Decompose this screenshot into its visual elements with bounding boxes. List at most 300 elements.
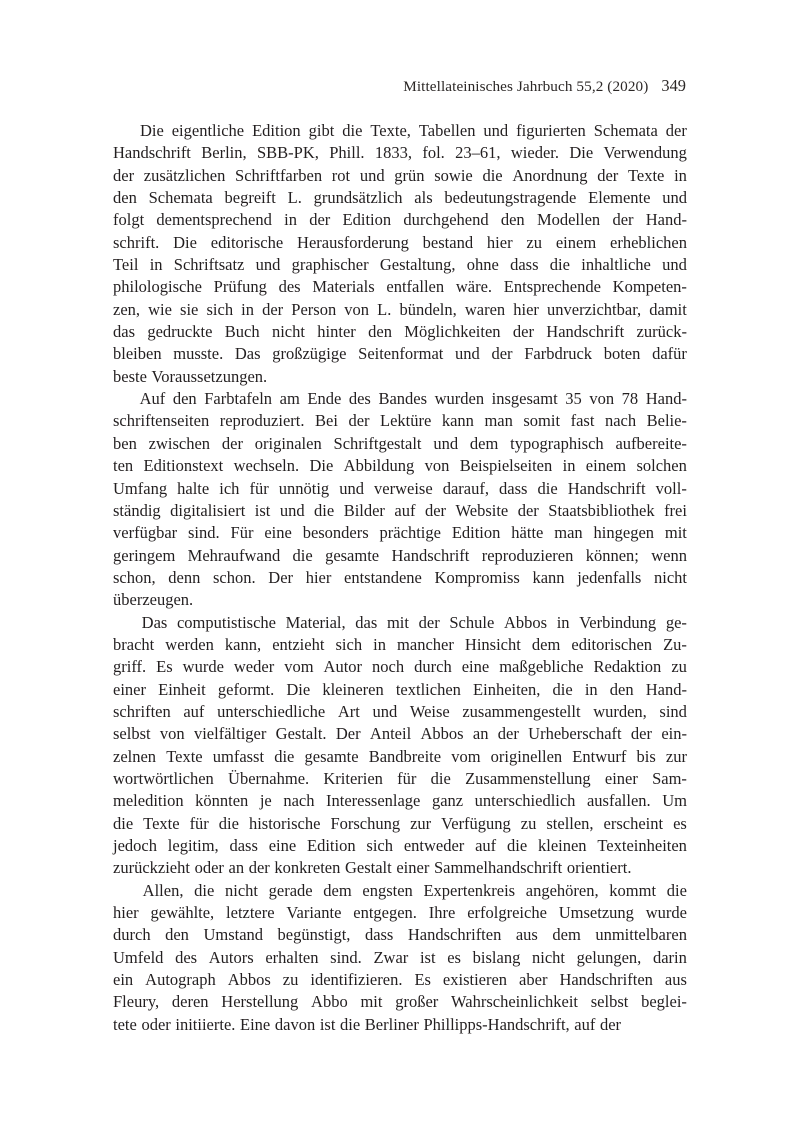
word: die xyxy=(274,746,295,766)
word: folgt xyxy=(113,210,145,230)
word: Schriftgestalt xyxy=(333,433,422,453)
word: hinter xyxy=(317,322,356,342)
word: kann xyxy=(532,567,565,587)
word: digitalisiert xyxy=(170,500,246,520)
word: in xyxy=(241,299,255,319)
word: Seitenformat xyxy=(358,344,444,364)
word: Variante xyxy=(286,903,342,923)
word: und xyxy=(483,121,509,140)
word: bestand xyxy=(422,232,474,252)
word: darin xyxy=(652,947,687,967)
word: grundsätzlich xyxy=(313,188,403,208)
word: der xyxy=(221,433,243,453)
word: des xyxy=(348,389,371,409)
text-line xyxy=(113,991,687,1013)
word: unmittelbaren xyxy=(595,925,687,945)
word: die xyxy=(218,813,239,833)
word: und xyxy=(662,188,687,208)
word: die xyxy=(340,1014,361,1034)
word: Material, xyxy=(285,612,346,632)
text-line xyxy=(113,545,687,567)
word: sich xyxy=(366,836,394,855)
text-line xyxy=(113,612,687,634)
text-line xyxy=(113,120,687,142)
word: konkreten xyxy=(274,858,341,878)
word: Sam- xyxy=(652,768,687,788)
word: textlichen xyxy=(395,679,461,699)
word: Das xyxy=(234,344,261,364)
text-line xyxy=(113,813,687,835)
word: ich xyxy=(219,478,240,498)
word: Herausforderung xyxy=(297,232,409,252)
word: Autograph xyxy=(145,970,216,990)
word: Umfang xyxy=(113,478,168,498)
text-line xyxy=(113,924,687,946)
word: bislang xyxy=(472,947,521,967)
word: hier xyxy=(513,299,539,319)
word: nicht xyxy=(224,880,258,900)
text-line xyxy=(113,902,687,924)
word: eine xyxy=(461,657,490,677)
word: in xyxy=(556,612,570,632)
word: Gestaltung, xyxy=(379,255,456,275)
word: Handschriften xyxy=(407,925,502,945)
word: boten xyxy=(603,344,641,364)
word: insgesamt xyxy=(491,389,558,409)
word: sind xyxy=(659,701,687,721)
paragraph xyxy=(113,612,687,880)
word: und xyxy=(372,701,398,721)
word: Texte xyxy=(143,813,180,833)
word: Tabellen xyxy=(418,121,476,140)
word: 35 xyxy=(565,389,582,409)
word: reproduzieren xyxy=(481,545,574,565)
word: Die xyxy=(309,456,334,476)
word: dass xyxy=(364,925,394,945)
word: geringem xyxy=(113,545,176,565)
word: zwischen xyxy=(148,433,211,453)
word: des xyxy=(278,277,301,297)
word: Entsprechende xyxy=(503,277,601,297)
word: Gestalt xyxy=(344,858,392,878)
word: Ihre xyxy=(428,903,456,923)
word: und xyxy=(255,255,281,275)
word: Schemata xyxy=(593,121,658,140)
word: wechseln. xyxy=(233,456,300,476)
text-line xyxy=(113,343,687,365)
word: Die xyxy=(569,143,594,163)
word: Interessenlage xyxy=(326,791,421,811)
word: Farbtafeln xyxy=(204,389,273,409)
word: der xyxy=(512,322,534,342)
word: zusätzlichen xyxy=(143,165,226,185)
word: Buch xyxy=(224,322,260,342)
word: Lektüre xyxy=(380,411,432,431)
word: inhaltliche xyxy=(581,255,651,275)
text-line xyxy=(113,254,687,276)
word: L. xyxy=(377,299,392,319)
word: den xyxy=(165,925,189,945)
word: in xyxy=(373,634,386,654)
word: entstandene xyxy=(344,567,422,587)
word: ohne xyxy=(466,255,499,275)
word: Autors xyxy=(208,947,254,967)
word: dafür xyxy=(652,344,687,364)
word: und xyxy=(339,478,364,498)
word: prächtige xyxy=(379,523,441,543)
text-line xyxy=(113,835,687,857)
word: bis xyxy=(636,746,656,766)
word: Hand- xyxy=(645,389,687,409)
word: selbst xyxy=(113,724,151,744)
word: besonders xyxy=(302,523,369,543)
word: Autor xyxy=(323,657,363,677)
word: Hand- xyxy=(645,679,687,699)
word: identifizieren. xyxy=(310,970,403,990)
word: von xyxy=(344,299,370,319)
word: Abbos xyxy=(227,970,271,990)
word: Prüfung xyxy=(213,277,267,297)
word: schriften xyxy=(113,701,171,721)
word: den xyxy=(113,188,137,208)
word: zelnen xyxy=(113,746,157,766)
word: davon xyxy=(274,1014,316,1034)
word: begünstigt, xyxy=(277,925,351,945)
word: frei xyxy=(664,500,687,520)
word: wenn xyxy=(651,545,687,565)
word: der xyxy=(248,858,270,878)
word: entgegen. xyxy=(353,903,417,923)
word: Texteinheiten xyxy=(597,836,687,855)
word: können; xyxy=(585,545,639,565)
word: ten xyxy=(113,456,134,476)
text-line xyxy=(113,366,687,388)
word: einer xyxy=(113,679,146,699)
word: wurden, xyxy=(593,701,647,721)
word: Schriftfarben xyxy=(235,165,323,185)
word: Eine xyxy=(240,1014,271,1034)
word: die xyxy=(549,255,570,275)
word: aber xyxy=(519,970,548,990)
word: Edition xyxy=(307,836,356,855)
word: Edition xyxy=(451,523,501,543)
word: existieren xyxy=(442,970,508,990)
word: in xyxy=(562,456,576,476)
word: erhalten xyxy=(265,947,319,967)
word: entzieht xyxy=(272,634,325,654)
word: Elemente xyxy=(588,188,651,208)
word: mit xyxy=(664,523,687,543)
word: oder xyxy=(141,1014,171,1034)
word: Voraussetzungen. xyxy=(151,366,268,386)
word: man xyxy=(554,523,583,543)
text-line xyxy=(113,455,687,477)
word: sind. xyxy=(188,523,220,543)
word: Anteil xyxy=(369,724,412,744)
word: 1833, xyxy=(374,143,412,163)
word: mancher xyxy=(397,634,454,654)
word: ausfallen. xyxy=(586,791,651,811)
word: die xyxy=(342,121,363,140)
word: jedenfalls xyxy=(577,567,642,587)
text-line xyxy=(113,478,687,500)
word: mit xyxy=(360,992,383,1012)
word: Die xyxy=(173,232,197,252)
word: zu xyxy=(520,813,537,833)
word: somit xyxy=(523,411,561,431)
text-line xyxy=(113,768,687,790)
word: ganz xyxy=(431,791,464,811)
word: in xyxy=(674,165,687,185)
text-line xyxy=(113,433,687,455)
word: der xyxy=(348,411,370,431)
word: Texte xyxy=(627,165,665,185)
word: zusammengestellt xyxy=(462,701,581,721)
word: es xyxy=(673,813,687,833)
word: der xyxy=(113,165,135,185)
word: figurierten xyxy=(516,121,586,140)
word: hier xyxy=(305,567,332,587)
word: gedruckte xyxy=(147,322,213,342)
word: nach xyxy=(283,791,315,811)
word: Art xyxy=(337,701,360,721)
paragraph xyxy=(113,120,687,388)
word: Weise xyxy=(409,701,450,721)
word: durchgehend xyxy=(403,210,489,230)
word: unterschiedliche xyxy=(217,701,326,721)
word: Staatsbibliothek xyxy=(548,500,655,520)
word: schrift. xyxy=(113,232,160,252)
word: kommt xyxy=(609,880,657,900)
word: Edition xyxy=(252,121,301,140)
word: der xyxy=(491,344,513,364)
word: wäre. xyxy=(455,277,493,297)
word: Zu- xyxy=(663,634,687,654)
word: und xyxy=(433,433,459,453)
word: einer xyxy=(396,858,430,878)
word: Bandes xyxy=(378,389,428,409)
paragraph xyxy=(113,388,687,611)
word: für xyxy=(189,813,209,833)
word: Sammelhandschrift xyxy=(433,858,563,878)
word: halte xyxy=(177,478,210,498)
word: L. xyxy=(287,188,302,208)
word: Texte, xyxy=(370,121,411,140)
paragraph xyxy=(113,880,687,1036)
word: der xyxy=(612,210,634,230)
word: editorische xyxy=(210,232,284,252)
word: wieder. xyxy=(510,143,559,163)
word: Zusammenstellung xyxy=(465,768,591,788)
text-line xyxy=(113,679,687,701)
word: Kompromiss xyxy=(434,567,520,587)
word: die xyxy=(194,880,215,900)
word: initiierte. xyxy=(175,1014,236,1034)
word: originellen xyxy=(490,746,563,766)
word: großzügige xyxy=(272,344,347,364)
word: geformt. xyxy=(217,679,275,699)
word: Handschrift xyxy=(546,322,625,342)
word: am xyxy=(279,389,300,409)
word: einem xyxy=(555,232,597,252)
text-line xyxy=(113,299,687,321)
word: Beispielseiten xyxy=(459,456,553,476)
word: den xyxy=(368,322,392,342)
word: dementsprechend xyxy=(156,210,272,230)
word: Fleury, xyxy=(113,992,160,1012)
word: und xyxy=(455,344,480,364)
word: werden xyxy=(165,634,214,654)
word: kann xyxy=(441,411,474,431)
word: die xyxy=(292,545,313,565)
word: deren xyxy=(171,992,209,1012)
word: dem xyxy=(469,433,499,453)
running-header xyxy=(113,76,686,97)
word: letztere xyxy=(226,903,275,923)
text-line xyxy=(113,276,687,298)
word: die xyxy=(537,478,558,498)
word: zu xyxy=(282,970,299,990)
word: bleiben xyxy=(113,344,162,364)
word: wie xyxy=(148,299,172,319)
word: für xyxy=(397,768,417,788)
word: Materials xyxy=(312,277,375,297)
word: hätte xyxy=(511,523,544,543)
word: das xyxy=(355,612,378,632)
word: wurde xyxy=(645,903,687,923)
word: die xyxy=(552,679,573,699)
word: ist xyxy=(419,947,436,967)
word: Die xyxy=(286,679,311,699)
word: nicht xyxy=(532,947,565,967)
word: sowie xyxy=(434,165,473,185)
word: in xyxy=(149,255,163,275)
word: Phillipps-Handschrift, xyxy=(423,1014,570,1034)
text-line xyxy=(113,209,687,231)
text-line xyxy=(113,321,687,343)
word: Berlin, xyxy=(201,143,247,163)
word: auf xyxy=(183,701,205,721)
word: zur xyxy=(410,813,432,833)
word: Anordnung xyxy=(512,165,588,185)
text-line xyxy=(113,880,687,902)
word: aus xyxy=(664,970,687,990)
paragraph-indent xyxy=(113,388,132,410)
word: Forschung xyxy=(330,813,401,833)
text-line xyxy=(113,723,687,745)
word: Der xyxy=(335,724,361,744)
word: Abbo xyxy=(311,992,348,1012)
word: darauf, xyxy=(442,478,489,498)
word: Abbildung xyxy=(343,456,415,476)
word: voll- xyxy=(655,478,687,498)
word: der xyxy=(599,1014,622,1034)
word: computistische xyxy=(176,612,276,632)
text-line xyxy=(113,187,687,209)
word: unterschiedlich xyxy=(474,791,576,811)
word: Schriftsatz xyxy=(173,255,245,275)
text-line xyxy=(113,857,687,879)
word: Editionstext xyxy=(143,456,224,476)
word: dass xyxy=(499,478,528,498)
word: Umstand xyxy=(203,925,264,945)
word: Die xyxy=(139,121,164,140)
word: engsten xyxy=(362,880,413,900)
word: Übernahme. xyxy=(228,768,310,788)
word: Verwendung xyxy=(603,143,687,163)
word: Abbos xyxy=(420,724,464,744)
word: Modellen xyxy=(536,210,601,230)
word: der xyxy=(517,500,539,520)
word: beglei- xyxy=(641,992,687,1012)
word: nach xyxy=(604,411,637,431)
word: schriftenseiten xyxy=(113,411,210,431)
word: und xyxy=(279,500,305,520)
word: dem xyxy=(323,880,352,900)
word: einem xyxy=(585,456,627,476)
word: jedoch xyxy=(113,836,157,855)
word: grün xyxy=(394,165,425,185)
word: wurden xyxy=(434,389,485,409)
word: von xyxy=(424,456,450,476)
word: editorischen xyxy=(571,634,653,654)
word: dem xyxy=(531,634,561,654)
word: fast xyxy=(570,411,595,431)
word: gelungen, xyxy=(576,947,642,967)
word: und xyxy=(359,165,385,185)
word: Urheberschaft xyxy=(528,724,622,744)
word: Allen, xyxy=(142,880,184,900)
text-line xyxy=(113,567,687,589)
word: zur xyxy=(665,746,687,766)
word: Edition xyxy=(342,210,392,230)
word: zen, xyxy=(113,299,141,319)
word: vielfältiger xyxy=(193,724,267,744)
word: gewählte, xyxy=(150,903,215,923)
body-text-block xyxy=(113,120,687,1036)
word: zurückzieht xyxy=(113,858,190,878)
word: umfasst xyxy=(212,746,265,766)
word: dass xyxy=(510,255,539,275)
word: mit xyxy=(386,612,409,632)
word: auf xyxy=(394,500,416,520)
text-line xyxy=(113,634,687,656)
word: graphischer xyxy=(291,255,369,275)
word: als xyxy=(414,188,433,208)
word: gesamte xyxy=(325,545,380,565)
word: durch xyxy=(414,657,452,677)
word: Person xyxy=(291,299,337,319)
word: ein- xyxy=(661,724,687,744)
word: des xyxy=(175,947,198,967)
word: der xyxy=(497,724,519,744)
word: Kompeten- xyxy=(612,277,687,297)
word: Bei xyxy=(315,411,338,431)
word: die xyxy=(482,165,503,185)
word: gibt xyxy=(308,121,335,140)
word: nicht xyxy=(271,322,305,342)
word: Das xyxy=(141,612,168,632)
word: Auf xyxy=(139,389,166,409)
text-line xyxy=(113,746,687,768)
word: schon, xyxy=(113,567,156,587)
word: Texte xyxy=(166,746,203,766)
word: Gestalt. xyxy=(275,724,327,744)
word: aus xyxy=(515,925,538,945)
word: Für xyxy=(230,523,254,543)
word: das xyxy=(113,322,135,342)
text-line xyxy=(113,589,687,611)
